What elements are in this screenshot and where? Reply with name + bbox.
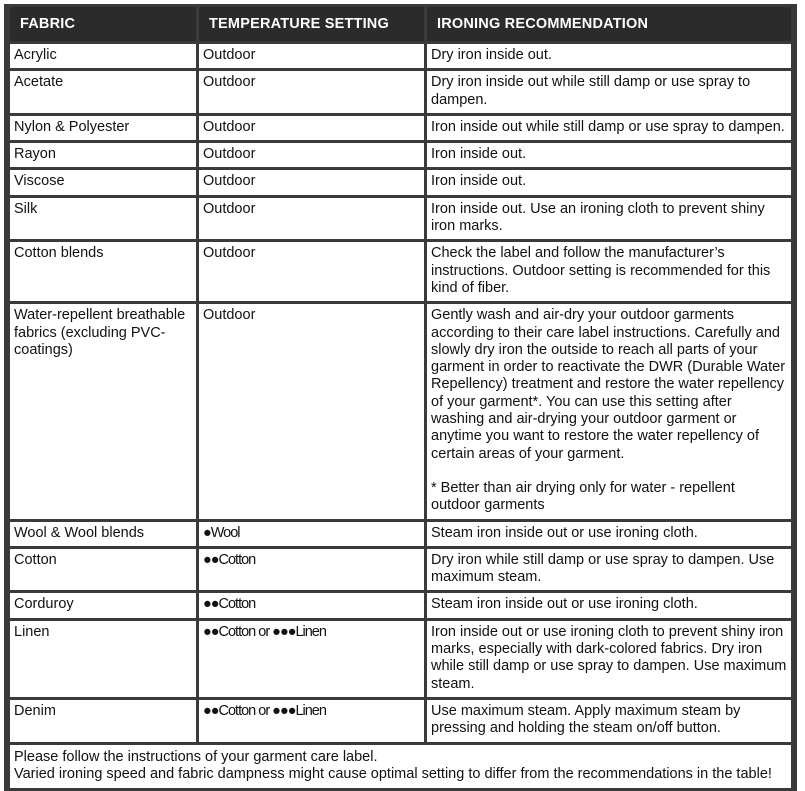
table-body (10, 44, 791, 788)
footer-note (10, 745, 791, 789)
setting-cell: Outdoor (199, 116, 424, 140)
header-temperature-setting: TEMPERATURE SETTING (199, 7, 424, 41)
recommendation-cell: Iron inside out. (427, 170, 791, 194)
fabric-cell: Corduroy (10, 593, 196, 617)
setting-cell: ●Wool (199, 522, 424, 546)
recommendation-cell: Steam iron inside out or use ironing cloth. (427, 522, 791, 546)
recommendation-cell: Dry iron inside out. (427, 44, 791, 68)
table-row (10, 170, 791, 194)
setting-cell: Outdoor (199, 198, 424, 240)
recommendation-footnote: * Better than air drying only for water - repellent outdoor garments (431, 479, 735, 514)
setting-cell: ●●Cotton or ●●●Linen (199, 621, 424, 697)
setting-cell: Outdoor (199, 143, 424, 167)
setting-cell: Outdoor (199, 71, 424, 113)
fabric-cell: Wool & Wool blends (10, 522, 196, 546)
table-row (10, 242, 791, 301)
setting-cell: Outdoor (199, 170, 424, 194)
table-row (10, 700, 791, 742)
footer-line-2: Varied ironing speed and fabric dampness might cause optimal setting to differ from the recommendations in the table! (14, 765, 772, 782)
fabric-cell: Viscose (10, 170, 196, 194)
table-row (10, 549, 791, 591)
recommendation-cell: Use maximum steam. Apply maximum steam by pressing and holding the steam on/off button. (427, 700, 791, 742)
setting-cell: ●●Cotton (199, 549, 424, 591)
recommendation-cell: Iron inside out while still damp or use spray to dampen. (427, 116, 791, 140)
header-row (10, 7, 791, 41)
recommendation-text: Gently wash and air-dry your outdoor garments according to their care label instructions. Carefully and slowly dry iron the outside to reach all parts of your garment in order to reactivate the DWR (Durable Water Repellency) treatment and restore the water repellency of your garment*. You can use this setting after washing and air-drying your outdoor garment or anytime you want to restore the water repellency of certain areas of your garment. (431, 307, 786, 462)
table-row (10, 116, 791, 140)
table-row (10, 593, 791, 617)
fabric-cell: Rayon (10, 143, 196, 167)
table-row (10, 143, 791, 167)
table-row (10, 198, 791, 240)
recommendation-cell: Iron inside out. (427, 143, 791, 167)
fabric-cell: Cotton (10, 549, 196, 591)
recommendation-cell: Iron inside out. Use an ironing cloth to prevent shiny iron marks. (427, 198, 791, 240)
table-row (10, 304, 791, 518)
setting-cell: Outdoor (199, 44, 424, 68)
recommendation-cell: Dry iron inside out while still damp or use spray to dampen. (427, 71, 791, 113)
table-row (10, 44, 791, 68)
fabric-cell: Linen (10, 621, 196, 697)
header-ironing-recommendation: IRONING RECOMMENDATION (427, 7, 791, 41)
fabric-cell: Denim (10, 700, 196, 742)
footer-line-1: Please follow the instructions of your garment care label. (14, 748, 378, 765)
table-row (10, 621, 791, 697)
footer-row (10, 745, 791, 789)
recommendation-cell (427, 304, 791, 518)
fabric-cell: Water-repellent breathable fabrics (excluding PVC-coatings) (10, 304, 196, 518)
setting-cell: ●●Cotton or ●●●Linen (199, 700, 424, 742)
recommendation-cell: Dry iron while still damp or use spray to dampen. Use maximum steam. (427, 549, 791, 591)
setting-cell: Outdoor (199, 304, 424, 518)
ironing-table (7, 4, 794, 791)
recommendation-cell: Check the label and follow the manufacturer’s instructions. Outdoor setting is recommended for this kind of fiber. (427, 242, 791, 301)
fabric-cell: Silk (10, 198, 196, 240)
ironing-table-frame (4, 4, 797, 791)
fabric-cell: Nylon & Polyester (10, 116, 196, 140)
fabric-cell: Acrylic (10, 44, 196, 68)
setting-cell: Outdoor (199, 242, 424, 301)
fabric-cell: Cotton blends (10, 242, 196, 301)
fabric-cell: Acetate (10, 71, 196, 113)
setting-cell: ●●Cotton (199, 593, 424, 617)
recommendation-cell: Iron inside out or use ironing cloth to prevent shiny iron marks, especially with dark-colored fabrics. Dry iron while still damp or use spray to dampen. Use maximum steam. (427, 621, 791, 697)
table-row (10, 522, 791, 546)
table-row (10, 71, 791, 113)
header-fabric: FABRIC (10, 7, 196, 41)
recommendation-cell: Steam iron inside out or use ironing cloth. (427, 593, 791, 617)
